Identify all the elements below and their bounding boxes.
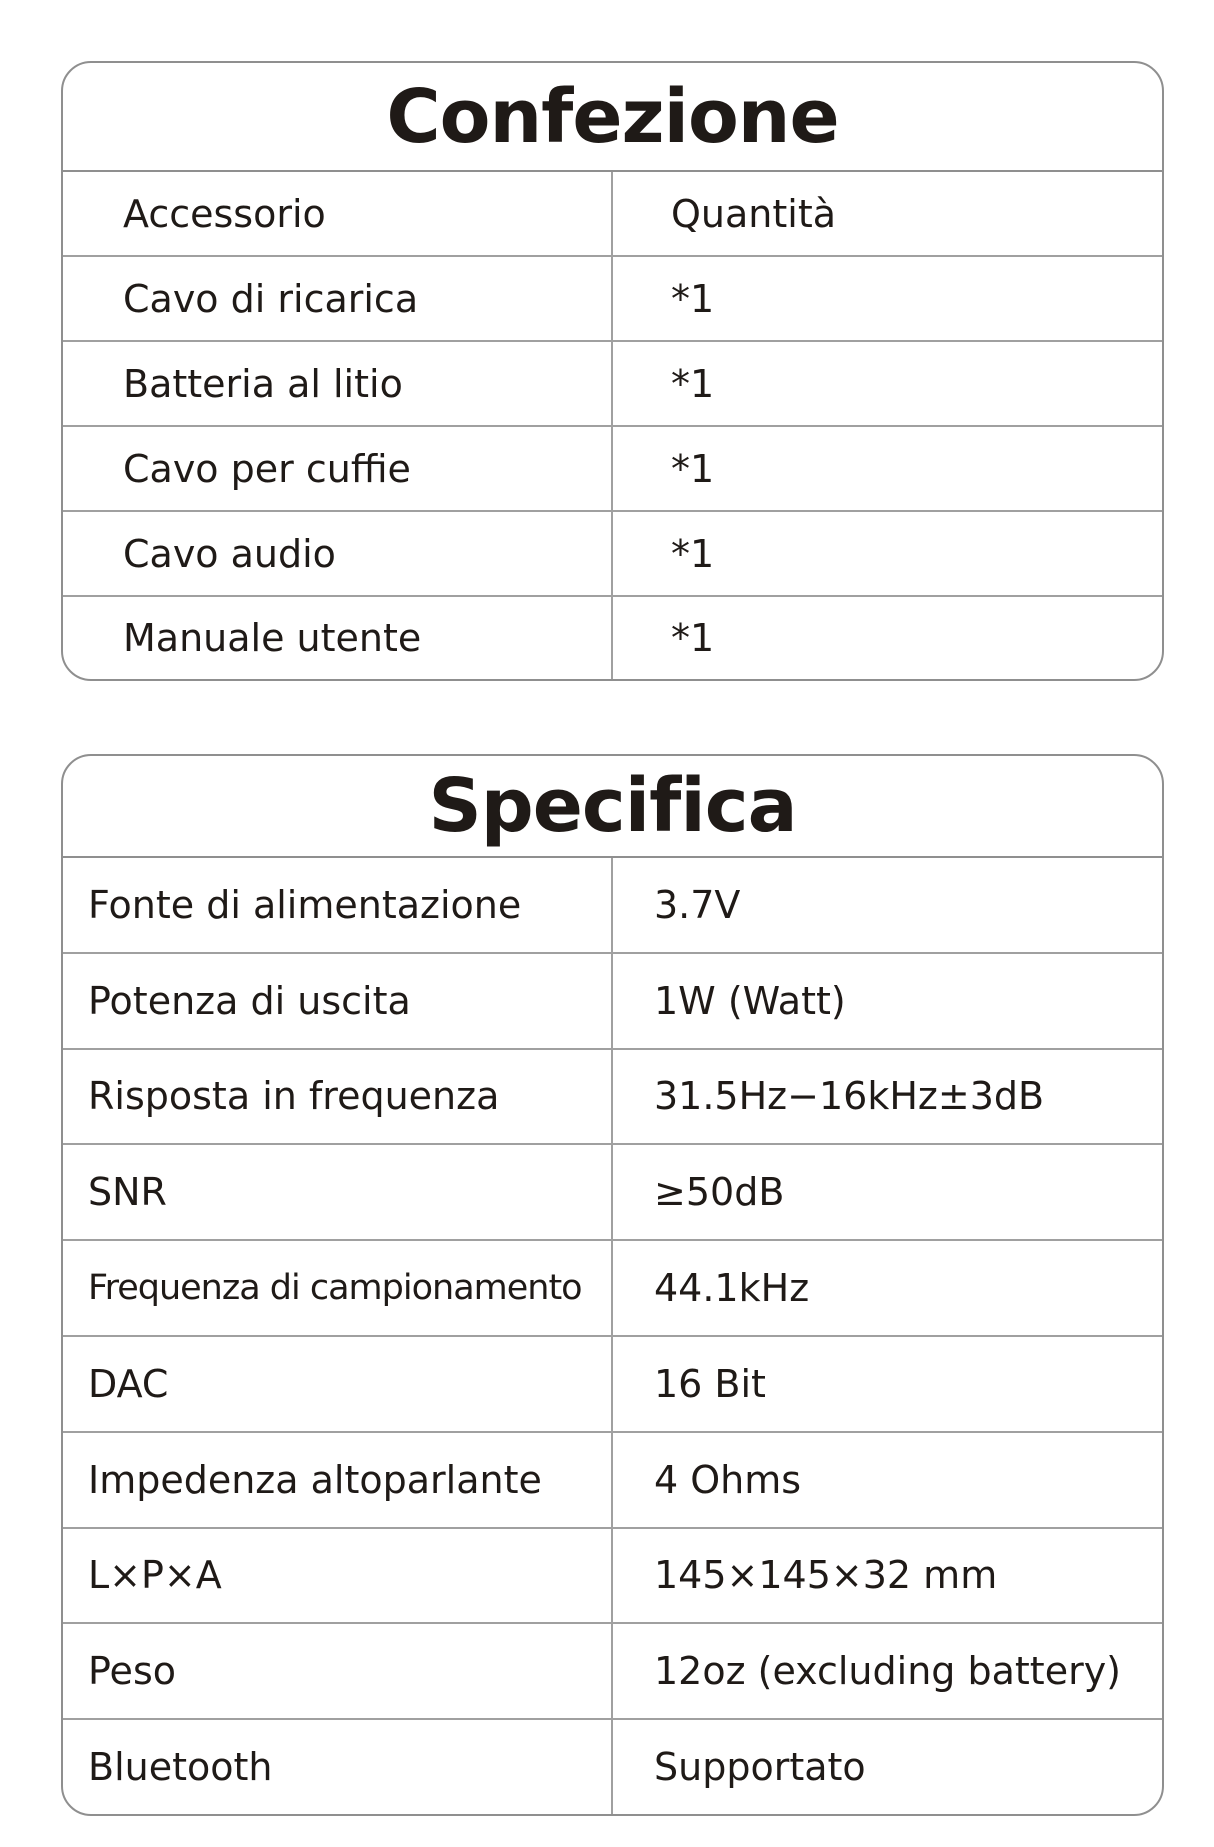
- accessory-name: Cavo di ricarica: [63, 257, 613, 340]
- package-contents-card: [61, 61, 1164, 681]
- spec-label: SNR: [63, 1145, 613, 1239]
- package-contents-table: [63, 172, 1162, 679]
- accessory-name: Cavo per cuffie: [63, 427, 613, 510]
- table-row: [63, 858, 1162, 954]
- column-header-quantity: Quantità: [671, 191, 837, 236]
- table-row: [63, 1720, 1162, 1814]
- specifications-table: [63, 858, 1162, 1814]
- table-row: [63, 257, 1162, 342]
- accessory-quantity: *1: [671, 446, 715, 491]
- spec-value: Supportato: [654, 1745, 866, 1790]
- accessory-quantity: *1: [671, 531, 715, 576]
- table-row: [63, 954, 1162, 1050]
- spec-label: Risposta in frequenza: [63, 1050, 613, 1144]
- accessory-quantity: *1: [671, 361, 715, 406]
- spec-label: Impedenza altoparlante: [63, 1433, 613, 1527]
- spec-value: 31.5Hz−16kHz±3dB: [654, 1074, 1045, 1119]
- spec-value: 145×145×32 mm: [654, 1553, 998, 1598]
- spec-value: ≥50dB: [654, 1170, 785, 1215]
- table-row: [63, 1624, 1162, 1720]
- accessory-name: Cavo audio: [63, 512, 613, 595]
- table-row: [63, 427, 1162, 512]
- table-row: [63, 1433, 1162, 1529]
- spec-label: Frequenza di campionamento: [63, 1241, 613, 1335]
- table-row: [63, 1337, 1162, 1433]
- specifications-card: [61, 754, 1164, 1816]
- table-row: [63, 1241, 1162, 1337]
- spec-value: 3.7V: [654, 882, 741, 927]
- specifications-title: Specifica: [63, 756, 1162, 858]
- spec-label: DAC: [63, 1337, 613, 1431]
- package-contents-title: Confezione: [63, 63, 1162, 172]
- table-row: [63, 512, 1162, 597]
- accessory-quantity: *1: [671, 616, 715, 660]
- spec-label: Peso: [63, 1624, 613, 1718]
- spec-value: 44.1kHz: [654, 1266, 810, 1311]
- spec-label: Bluetooth: [63, 1720, 613, 1814]
- spec-value: 1W (Watt): [654, 978, 846, 1023]
- spec-value: 12oz (excluding battery): [654, 1649, 1122, 1694]
- accessory-name: Manuale utente: [63, 597, 613, 679]
- table-row: [63, 1050, 1162, 1146]
- table-row: [63, 1145, 1162, 1241]
- spec-label: L×P×A: [63, 1529, 613, 1623]
- accessory-name: Batteria al litio: [63, 342, 613, 425]
- table-row: [63, 597, 1162, 679]
- spec-label: Potenza di uscita: [63, 954, 613, 1048]
- spec-label: Fonte di alimentazione: [63, 858, 613, 952]
- table-row: [63, 1529, 1162, 1625]
- accessory-quantity: *1: [671, 276, 715, 321]
- spec-value: 4 Ohms: [654, 1457, 802, 1502]
- column-header-accessory: Accessorio: [63, 172, 613, 255]
- spec-value: 16 Bit: [654, 1361, 766, 1406]
- table-header-row: [63, 172, 1162, 257]
- table-row: [63, 342, 1162, 427]
